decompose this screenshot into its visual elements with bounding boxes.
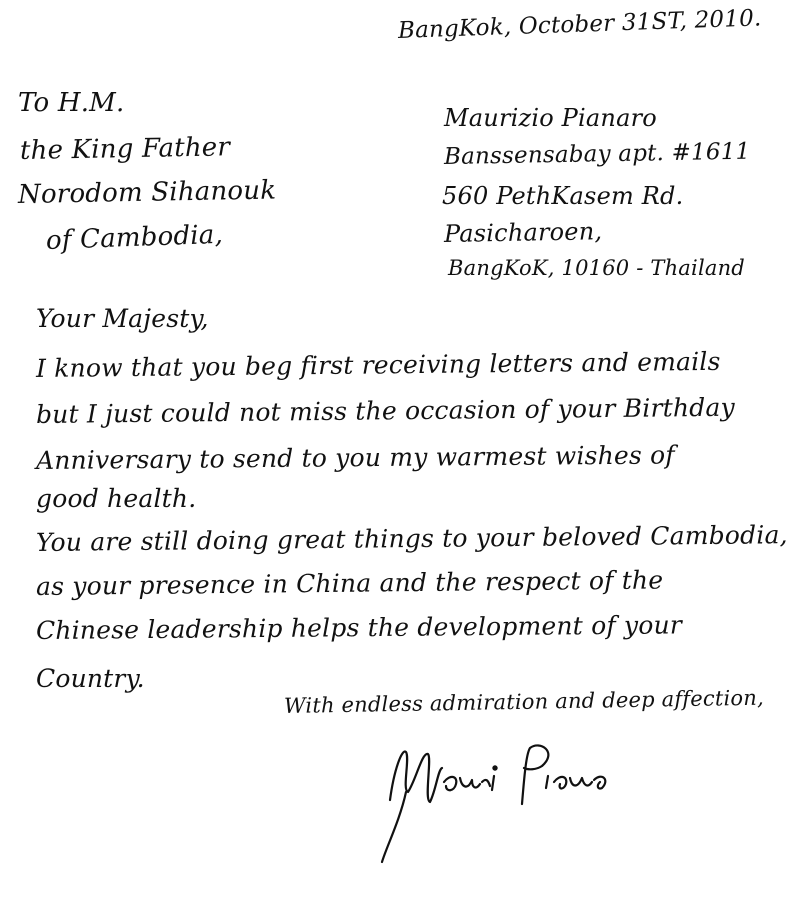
sender-line: Pasicharoen, [443, 217, 603, 248]
recipient-line: Norodom Sihanouk [17, 175, 277, 210]
sender-line: Banssensabay apt. #1611 [443, 138, 751, 170]
body-line: You are still doing great things to your beloved Cambodia, [35, 520, 788, 557]
body-line: good health. [36, 484, 197, 513]
body-line: but I just could not miss the occasion of your Birthday [35, 392, 735, 429]
body-line: Anniversary to send to you my warmest wishes of [35, 440, 675, 475]
recipient-line: To H.M. [18, 88, 125, 118]
sender-line: BangKoK, 10160 - Thailand [448, 256, 745, 280]
closing-line: With endless admiration and deep affection, [283, 685, 765, 718]
recipient-line: the King Father [19, 132, 231, 166]
handwritten-signature [372, 730, 622, 880]
body-line: Country. [36, 664, 145, 693]
recipient-line: of Cambodia, [45, 219, 224, 256]
sender-line: 560 PethKasem Rd. [442, 182, 684, 210]
letter-date: BangKok, October 31ST, 2010. [397, 5, 762, 44]
body-line: I know that you beg first receiving letters and emails [35, 346, 721, 383]
body-line: as your presence in China and the respect of the [35, 565, 664, 601]
body-line: Chinese leadership helps the development of your [35, 610, 683, 645]
salutation: Your Majesty, [36, 304, 209, 333]
sender-line: Maurizio Pianaro [444, 104, 657, 132]
